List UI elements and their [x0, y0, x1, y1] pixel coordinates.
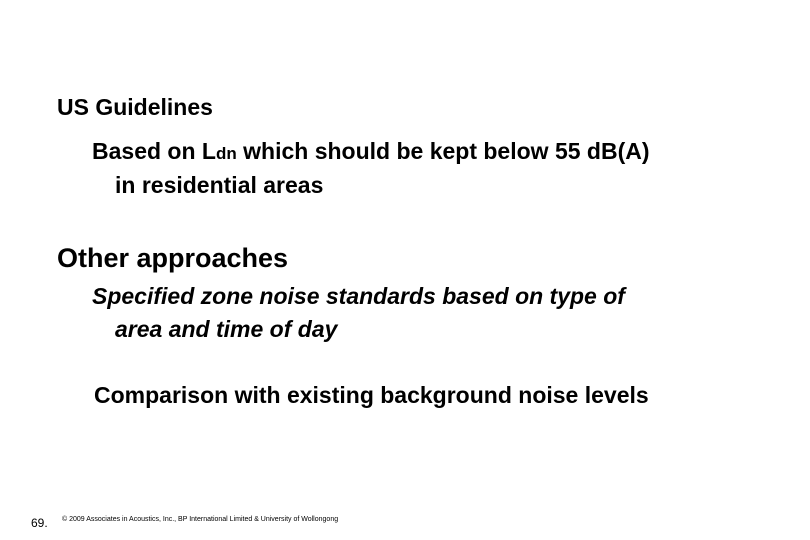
copyright-notice: © 2009 Associates in Acoustics, Inc., BP International Limited & University of Wollongong [62, 516, 339, 523]
ldn-subscript: dn [215, 144, 237, 163]
background-noise-comparison: Comparison with existing background noise levels [94, 382, 649, 408]
ldn-prefix: Based on L [92, 138, 216, 164]
us-guidelines-line-1 [92, 138, 650, 165]
us-guidelines-heading: US Guidelines [57, 94, 213, 120]
ldn-suffix: which should be kept below 55 dB(A) [236, 138, 650, 164]
other-approaches-heading: Other approaches [57, 243, 289, 273]
us-guidelines-line-2: in residential areas [115, 172, 324, 198]
zone-standards-line-2: area and time of day [115, 316, 338, 342]
zone-standards-line-1: Specified zone noise standards based on type of [92, 283, 625, 309]
page-number: 69. [31, 516, 48, 530]
